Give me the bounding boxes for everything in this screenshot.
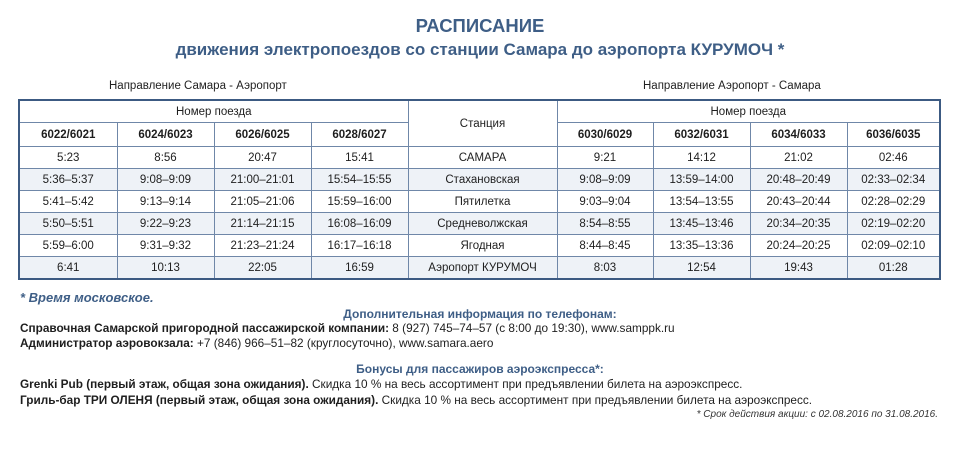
- train-number-left: 6026/6025: [214, 123, 311, 147]
- train-number-left: 6028/6027: [311, 123, 408, 147]
- time-cell: 21:14–21:15: [214, 213, 311, 235]
- time-cell: 9:03–9:04: [557, 191, 653, 213]
- time-cell: 13:54–13:55: [653, 191, 750, 213]
- info-line-label: Администратор аэровокзала:: [20, 336, 194, 350]
- time-cell: 5:41–5:42: [19, 191, 117, 213]
- time-cell: 20:47: [214, 147, 311, 169]
- time-cell: 9:31–9:32: [117, 235, 214, 257]
- time-cell: 16:08–16:09: [311, 213, 408, 235]
- time-cell: 9:22–9:23: [117, 213, 214, 235]
- station-cell: Средневолжская: [408, 213, 557, 235]
- schedule-table: [18, 99, 941, 280]
- time-cell: 13:59–14:00: [653, 169, 750, 191]
- time-cell: 21:23–21:24: [214, 235, 311, 257]
- direction-right-label: Направление Аэропорт - Самара: [643, 80, 821, 92]
- promo-period-note: * Срок действия акции: с 02.08.2016 по 31.08.2016.: [696, 409, 938, 420]
- train-number-header-left: Номер поезда: [19, 100, 408, 123]
- time-cell: 02:09–02:10: [847, 235, 940, 257]
- time-cell: 9:13–9:14: [117, 191, 214, 213]
- info-line-text: 8 (927) 745–74–57 (с 8:00 до 19:30), www.samppk.ru: [389, 321, 675, 335]
- time-cell: 16:59: [311, 257, 408, 280]
- station-cell: Стахановская: [408, 169, 557, 191]
- info-line-text: +7 (846) 966–51–82 (круглосуточно), www.samara.aero: [193, 336, 494, 350]
- bonus-heading: Бонусы для пассажиров аэроэкспресса*:: [356, 362, 604, 376]
- bonus-line-label: Гриль-бар ТРИ ОЛЕНЯ (первый этаж, общая зона ожидания).: [20, 393, 379, 407]
- time-cell: 20:24–20:25: [750, 235, 847, 257]
- bonus-line-text: Скидка 10 % на весь ассортимент при предъявлении билета на аэроэкспресс.: [308, 377, 743, 391]
- train-number-right: 6034/6033: [750, 123, 847, 147]
- station-cell: САМАРА: [408, 147, 557, 169]
- page-title: РАСПИСАНИЕ: [415, 15, 545, 36]
- train-number-right: 6036/6035: [847, 123, 940, 147]
- time-cell: 20:34–20:35: [750, 213, 847, 235]
- station-cell: Ягодная: [408, 235, 557, 257]
- time-cell: 5:23: [19, 147, 117, 169]
- time-cell: 14:12: [653, 147, 750, 169]
- train-number-right: 6030/6029: [557, 123, 653, 147]
- time-cell: 02:28–02:29: [847, 191, 940, 213]
- time-cell: 16:17–16:18: [311, 235, 408, 257]
- time-cell: 02:46: [847, 147, 940, 169]
- time-cell: 9:08–9:09: [557, 169, 653, 191]
- train-number-left: 6022/6021: [19, 123, 117, 147]
- time-cell: 21:02: [750, 147, 847, 169]
- train-number-right: 6032/6031: [653, 123, 750, 147]
- time-cell: 8:44–8:45: [557, 235, 653, 257]
- page-subtitle: движения электропоездов со станции Самара до аэропорта КУРУМОЧ *: [175, 40, 785, 59]
- time-cell: 6:41: [19, 257, 117, 280]
- time-cell: 15:54–15:55: [311, 169, 408, 191]
- additional-info-heading: Дополнительная информация по телефонам:: [343, 307, 617, 321]
- direction-left-label: Направление Самара - Аэропорт: [109, 80, 287, 92]
- station-cell: Пятилетка: [408, 191, 557, 213]
- station-header: Станция: [408, 100, 557, 147]
- time-zone-note: * Время московское.: [20, 290, 154, 305]
- time-cell: 19:43: [750, 257, 847, 280]
- train-number-header-right: Номер поезда: [557, 100, 940, 123]
- bonus-line-text: Скидка 10 % на весь ассортимент при предъявлении билета на аэроэкспресс.: [378, 393, 813, 407]
- time-cell: 13:45–13:46: [653, 213, 750, 235]
- table-row: [19, 147, 940, 169]
- info-line-reference: [20, 321, 675, 335]
- table-row: [19, 235, 940, 257]
- time-cell: 5:36–5:37: [19, 169, 117, 191]
- time-cell: 21:05–21:06: [214, 191, 311, 213]
- bonus-line-grenki: [20, 377, 742, 391]
- time-cell: 21:00–21:01: [214, 169, 311, 191]
- train-number-left: 6024/6023: [117, 123, 214, 147]
- time-cell: 5:50–5:51: [19, 213, 117, 235]
- time-cell: 15:59–16:00: [311, 191, 408, 213]
- time-cell: 5:59–6:00: [19, 235, 117, 257]
- table-row: [19, 191, 940, 213]
- time-cell: 8:03: [557, 257, 653, 280]
- time-cell: 20:43–20:44: [750, 191, 847, 213]
- table-row: [19, 257, 940, 280]
- time-cell: 01:28: [847, 257, 940, 280]
- time-cell: 02:33–02:34: [847, 169, 940, 191]
- info-line-admin: [20, 336, 493, 350]
- info-line-label: Справочная Самарской пригородной пассажирской компании:: [20, 321, 390, 335]
- time-cell: 10:13: [117, 257, 214, 280]
- table-row: [19, 213, 940, 235]
- time-cell: 02:19–02:20: [847, 213, 940, 235]
- station-cell: Аэропорт КУРУМОЧ: [408, 257, 557, 280]
- time-cell: 20:48–20:49: [750, 169, 847, 191]
- time-cell: 12:54: [653, 257, 750, 280]
- time-cell: 8:56: [117, 147, 214, 169]
- time-cell: 13:35–13:36: [653, 235, 750, 257]
- time-cell: 9:08–9:09: [117, 169, 214, 191]
- time-cell: 22:05: [214, 257, 311, 280]
- time-cell: 9:21: [557, 147, 653, 169]
- time-cell: 15:41: [311, 147, 408, 169]
- time-cell: 8:54–8:55: [557, 213, 653, 235]
- table-row: [19, 169, 940, 191]
- bonus-line-grill: [20, 393, 812, 407]
- bonus-line-label: Grenki Pub (первый этаж, общая зона ожидания).: [20, 377, 309, 391]
